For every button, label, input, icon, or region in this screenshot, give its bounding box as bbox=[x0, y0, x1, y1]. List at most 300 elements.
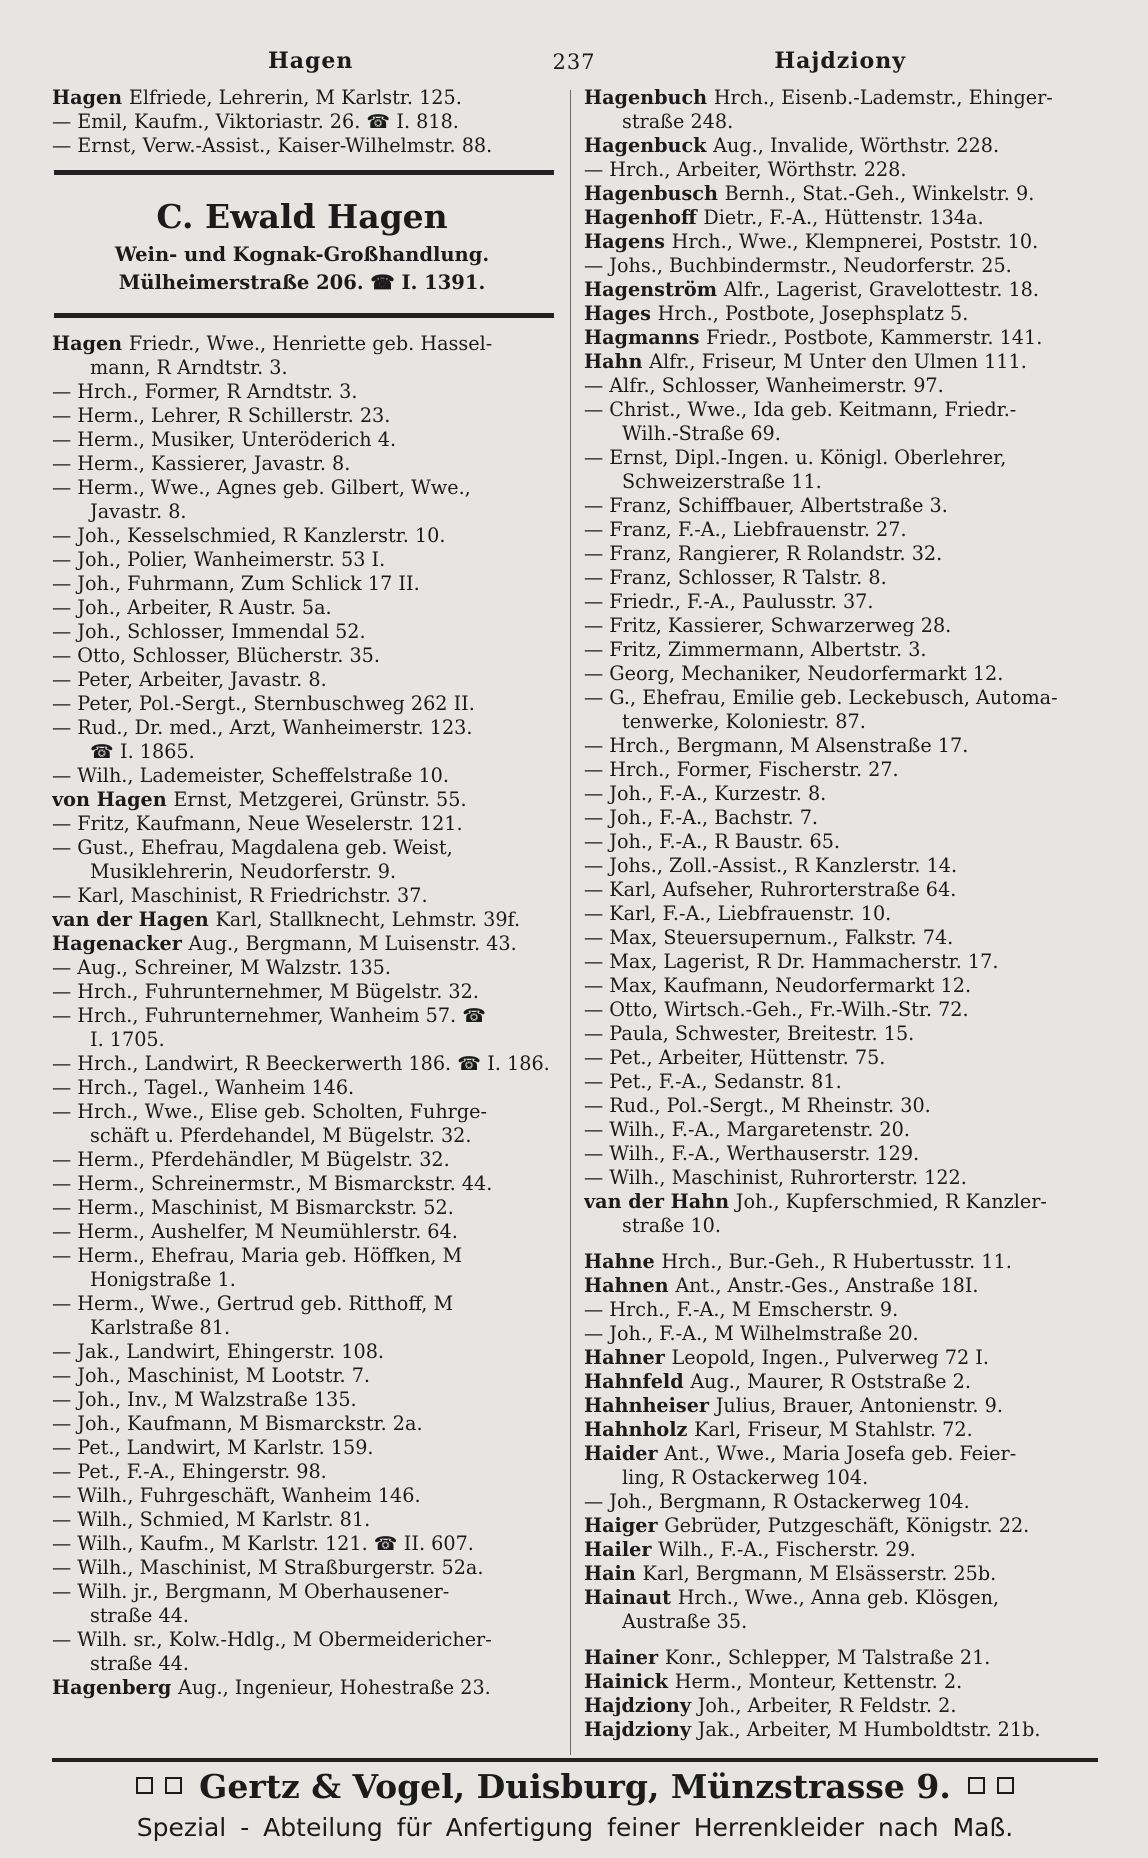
entry-text: tenwerke, Koloniestr. 87. bbox=[622, 710, 866, 733]
entry-text: Hrch., Wwe., Klempnerei, Poststr. 10. bbox=[671, 230, 1039, 253]
entry-continuation bbox=[52, 356, 552, 380]
directory-entry bbox=[584, 566, 1092, 590]
directory-entry bbox=[584, 1370, 1092, 1394]
entry-text: Aug., Maurer, R Oststraße 2. bbox=[690, 1370, 971, 1393]
entry-surname: von Hagen bbox=[52, 788, 174, 811]
directory-entry bbox=[584, 230, 1092, 254]
directory-entry bbox=[584, 806, 1092, 830]
entry-text: ling, R Ostackerweg 104. bbox=[622, 1466, 869, 1489]
directory-entry bbox=[584, 1346, 1092, 1370]
entry-text: Ant., Wwe., Maria Josefa geb. Feier- bbox=[664, 1442, 1017, 1465]
directory-entry bbox=[52, 1004, 552, 1028]
directory-entry bbox=[52, 1484, 552, 1508]
directory-entry bbox=[52, 1364, 552, 1388]
directory-entry bbox=[52, 572, 552, 596]
entry-text: Aug., Bergmann, M Luisenstr. 43. bbox=[188, 932, 517, 955]
entry-text: — Wilh., Fuhrgeschäft, Wanheim 146. bbox=[52, 1484, 421, 1507]
directory-entry bbox=[584, 1442, 1092, 1466]
directory-entry bbox=[584, 902, 1092, 926]
left-top-entries bbox=[52, 86, 552, 158]
entry-text: — Joh., F.-A., Bachstr. 7. bbox=[584, 806, 819, 829]
entry-text: — Joh., Arbeiter, R Austr. 5a. bbox=[52, 596, 332, 619]
entry-gap bbox=[584, 1238, 1092, 1250]
directory-entry bbox=[52, 1412, 552, 1436]
entry-text: — Joh., F.-A., M Wilhelmstraße 20. bbox=[584, 1322, 919, 1345]
directory-entry bbox=[52, 764, 552, 788]
ad-rule-top bbox=[54, 170, 554, 175]
directory-entry bbox=[52, 812, 552, 836]
entry-surname: Hagen bbox=[52, 332, 129, 355]
entry-surname: Hainick bbox=[584, 1670, 675, 1693]
directory-entry bbox=[584, 1490, 1092, 1514]
page-number: 237 bbox=[552, 50, 596, 74]
entry-text: Wilh.-Straße 69. bbox=[622, 422, 781, 445]
directory-entry bbox=[52, 86, 552, 110]
entry-text: — Karl, Aufseher, Ruhrorterstraße 64. bbox=[584, 878, 957, 901]
right-main-entries bbox=[584, 86, 1092, 1742]
directory-entry bbox=[52, 980, 552, 1004]
directory-entry bbox=[52, 908, 552, 932]
entry-text: straße 44. bbox=[90, 1652, 189, 1675]
directory-entry bbox=[52, 476, 552, 500]
entry-text: Gebrüder, Putzgeschäft, Königstr. 22. bbox=[664, 1514, 1030, 1537]
directory-entry bbox=[584, 542, 1092, 566]
column-divider bbox=[570, 90, 571, 1755]
directory-entry bbox=[584, 1298, 1092, 1322]
directory-entry bbox=[584, 1538, 1092, 1562]
header-left-keyword: Hagen bbox=[268, 48, 354, 74]
entry-surname: Hahner bbox=[584, 1346, 672, 1369]
entry-text: — Herm., Ehefrau, Maria geb. Höffken, M bbox=[52, 1244, 463, 1267]
entry-surname: Hagenström bbox=[584, 278, 724, 301]
directory-entry bbox=[52, 1172, 552, 1196]
entry-text: — Joh., Schlosser, Immendal 52. bbox=[52, 620, 366, 643]
directory-entry bbox=[52, 404, 552, 428]
entry-text: — Ernst, Dipl.-Ingen. u. Königl. Oberlehrer, bbox=[584, 446, 1007, 469]
entry-text: — Herm., Lehrer, R Schillerstr. 23. bbox=[52, 404, 391, 427]
entry-text: — Franz, Rangierer, R Rolandstr. 32. bbox=[584, 542, 943, 565]
entry-surname: Hahn bbox=[584, 350, 650, 373]
entry-text: — Joh., Kaufmann, M Bismarckstr. 2a. bbox=[52, 1412, 423, 1435]
directory-entry bbox=[52, 668, 552, 692]
entry-text: — Peter, Pol.-Sergt., Sternbuschweg 262 II. bbox=[52, 692, 475, 715]
directory-entry bbox=[52, 1100, 552, 1124]
directory-entry bbox=[584, 1418, 1092, 1442]
ad-line-address: Mülheimerstraße 206. ☎ I. 1391. bbox=[118, 271, 486, 294]
entry-text: Karl, Stallknecht, Lehmstr. 39f. bbox=[215, 908, 521, 931]
entry-text: — Franz, F.-A., Liebfrauenstr. 27. bbox=[584, 518, 907, 541]
square-icon bbox=[136, 1777, 153, 1794]
entry-text: Aug., Invalide, Wörthstr. 228. bbox=[713, 134, 1000, 157]
entry-text: — Pet., Arbeiter, Hüttenstr. 75. bbox=[584, 1046, 886, 1069]
directory-entry bbox=[52, 548, 552, 572]
entry-surname: Hagenbuck bbox=[584, 134, 714, 157]
entry-text: — Joh., Polier, Wanheimerstr. 53 I. bbox=[52, 548, 386, 571]
directory-entry bbox=[52, 596, 552, 620]
entry-text: — Pet., Landwirt, M Karlstr. 159. bbox=[52, 1436, 374, 1459]
directory-entry bbox=[584, 1070, 1092, 1094]
entry-text: — Herm., Musiker, Unteröderich 4. bbox=[52, 428, 397, 451]
entry-text: — Hrch., Arbeiter, Wörthstr. 228. bbox=[584, 158, 907, 181]
entry-surname: Hain bbox=[584, 1562, 643, 1585]
directory-entry bbox=[52, 1244, 552, 1268]
entry-text: Karlstraße 81. bbox=[90, 1316, 231, 1339]
entry-text: — Herm., Wwe., Agnes geb. Gilbert, Wwe., bbox=[52, 476, 471, 499]
entry-text: — Hrch., Former, Fischerstr. 27. bbox=[584, 758, 899, 781]
directory-entry bbox=[584, 758, 1092, 782]
entry-text: — Wilh., F.-A., Werthauserstr. 129. bbox=[584, 1142, 920, 1165]
directory-entry bbox=[52, 932, 552, 956]
directory-entry bbox=[584, 878, 1092, 902]
header-right-keyword: Hajdziony bbox=[774, 48, 906, 74]
entry-text: — Fritz, Zimmermann, Albertstr. 3. bbox=[584, 638, 927, 661]
directory-entry bbox=[584, 734, 1092, 758]
entry-text: — Herm., Kassierer, Javastr. 8. bbox=[52, 452, 351, 475]
entry-text: Herm., Monteur, Kettenstr. 2. bbox=[674, 1670, 963, 1693]
entry-surname: Hagenberg bbox=[52, 1676, 178, 1699]
directory-entry bbox=[584, 590, 1092, 614]
entry-text: straße 10. bbox=[622, 1214, 721, 1237]
entry-text: — G., Ehefrau, Emilie geb. Leckebusch, Automa- bbox=[584, 686, 1058, 709]
entry-text: Dietr., F.-A., Hüttenstr. 134a. bbox=[703, 206, 984, 229]
directory-entry bbox=[584, 686, 1092, 710]
entry-text: — Wilh., Schmied, M Karlstr. 81. bbox=[52, 1508, 371, 1531]
directory-entry bbox=[584, 1586, 1092, 1610]
entry-continuation bbox=[52, 500, 552, 524]
directory-entry bbox=[52, 1196, 552, 1220]
directory-entry bbox=[52, 1460, 552, 1484]
directory-entry bbox=[52, 452, 552, 476]
entry-surname: Hagenhoff bbox=[584, 206, 704, 229]
directory-entry bbox=[584, 854, 1092, 878]
directory-entry bbox=[584, 1250, 1092, 1274]
entry-text: — Franz, Schlosser, R Talstr. 8. bbox=[584, 566, 887, 589]
directory-entry bbox=[584, 302, 1092, 326]
ad-ewald-hagen bbox=[52, 189, 552, 301]
directory-entry bbox=[584, 494, 1092, 518]
footer-ad-subtitle: Spezial - Abteilung für Anfertigung feiner Herrenkleider nach Maß. bbox=[136, 1813, 1014, 1842]
entry-text: — Wilh., Maschinist, M Straßburgerstr. 52a. bbox=[52, 1556, 484, 1579]
directory-entry bbox=[584, 254, 1092, 278]
entry-text: Austraße 35. bbox=[622, 1610, 748, 1633]
directory-entry bbox=[52, 1388, 552, 1412]
directory-entry bbox=[52, 1508, 552, 1532]
entry-text: — Hrch., Wwe., Elise geb. Scholten, Fuhrge- bbox=[52, 1100, 487, 1123]
entry-continuation bbox=[584, 710, 1092, 734]
entry-text: Hrch., Bur.-Geh., R Hubertusstr. 11. bbox=[661, 1250, 1012, 1273]
right-column bbox=[584, 86, 1092, 1742]
entry-surname: Haiger bbox=[584, 1514, 665, 1537]
entry-continuation bbox=[52, 1028, 552, 1052]
left-column bbox=[52, 86, 552, 1700]
directory-entry bbox=[584, 662, 1092, 686]
entry-surname: van der Hagen bbox=[52, 908, 216, 931]
entry-continuation bbox=[584, 1610, 1092, 1634]
entry-continuation bbox=[52, 1268, 552, 1292]
entry-text: — Gust., Ehefrau, Magdalena geb. Weist, bbox=[52, 836, 453, 859]
directory-entry bbox=[584, 998, 1092, 1022]
entry-continuation bbox=[52, 740, 552, 764]
entry-text: — Max, Kaufmann, Neudorfermarkt 12. bbox=[584, 974, 972, 997]
entry-surname: Hagmanns bbox=[584, 326, 707, 349]
entry-surname: Hailer bbox=[584, 1538, 659, 1561]
square-icon bbox=[165, 1777, 182, 1794]
entry-surname: Hajdziony bbox=[584, 1718, 698, 1741]
entry-text: — Max, Steuersupernum., Falkstr. 74. bbox=[584, 926, 954, 949]
entry-continuation bbox=[52, 1652, 552, 1676]
directory-entry bbox=[584, 638, 1092, 662]
directory-entry bbox=[52, 1052, 552, 1076]
entry-text: — Franz, Schiffbauer, Albertstraße 3. bbox=[584, 494, 948, 517]
entry-text: straße 248. bbox=[622, 110, 734, 133]
entry-surname: Hahnfeld bbox=[584, 1370, 691, 1393]
directory-entry bbox=[584, 446, 1092, 470]
directory-entry bbox=[52, 1676, 552, 1700]
entry-text: — Joh., Kesselschmied, R Kanzlerstr. 10. bbox=[52, 524, 446, 547]
entry-text: — Paula, Schwester, Breitestr. 15. bbox=[584, 1022, 915, 1045]
directory-entry bbox=[584, 1670, 1092, 1694]
entry-text: — Wilh., Kaufm., M Karlstr. 121. ☎ II. 607. bbox=[52, 1532, 474, 1555]
entry-text: Hrch., Eisenb.-Lademstr., Ehinger- bbox=[713, 86, 1053, 109]
entry-text: — Joh., Bergmann, R Ostackerweg 104. bbox=[584, 1490, 970, 1513]
entry-text: — Otto, Schlosser, Blücherstr. 35. bbox=[52, 644, 380, 667]
entry-text: — Joh., F.-A., R Baustr. 65. bbox=[584, 830, 841, 853]
entry-text: — Joh., Maschinist, M Lootstr. 7. bbox=[52, 1364, 371, 1387]
directory-entry bbox=[584, 1322, 1092, 1346]
entry-text: — Hrch., Bergmann, M Alsenstraße 17. bbox=[584, 734, 969, 757]
directory-entry bbox=[52, 716, 552, 740]
entry-text: — Wilh., F.-A., Margaretenstr. 20. bbox=[584, 1118, 910, 1141]
entry-text: — Fritz, Kaufmann, Neue Weselerstr. 121. bbox=[52, 812, 463, 835]
square-icon bbox=[968, 1777, 985, 1794]
directory-entry bbox=[584, 86, 1092, 110]
entry-text: — Emil, Kaufm., Viktoriastr. 26. ☎ I. 818. bbox=[52, 110, 459, 133]
directory-entry bbox=[584, 158, 1092, 182]
entry-text: — Herm., Schreinermstr., M Bismarckstr. 44. bbox=[52, 1172, 493, 1195]
entry-text: — Aug., Schreiner, M Walzstr. 135. bbox=[52, 956, 391, 979]
directory-entry bbox=[52, 884, 552, 908]
entry-text: — Hrch., Fuhrunternehmer, M Bügelstr. 32. bbox=[52, 980, 479, 1003]
directory-entry bbox=[584, 1562, 1092, 1586]
entry-text: — Max, Lagerist, R Dr. Hammacherstr. 17. bbox=[584, 950, 999, 973]
left-main-entries bbox=[52, 332, 552, 1700]
entry-text: Friedr., Postbote, Kammerstr. 141. bbox=[706, 326, 1043, 349]
directory-entry bbox=[584, 1274, 1092, 1298]
directory-entry bbox=[584, 374, 1092, 398]
directory-entry bbox=[52, 1580, 552, 1604]
directory-entry bbox=[584, 518, 1092, 542]
entry-text: — Herm., Wwe., Gertrud geb. Ritthoff, M bbox=[52, 1292, 454, 1315]
entry-text: — Joh., F.-A., Kurzestr. 8. bbox=[584, 782, 827, 805]
directory-entry bbox=[52, 956, 552, 980]
entry-text: mann, R Arndtstr. 3. bbox=[90, 356, 288, 379]
entry-text: Joh., Kupferschmied, R Kanzler- bbox=[735, 1190, 1047, 1213]
directory-entry bbox=[584, 1118, 1092, 1142]
entry-text: — Wilh., Lademeister, Scheffelstraße 10. bbox=[52, 764, 449, 787]
directory-entry bbox=[52, 1220, 552, 1244]
entry-text: Javastr. 8. bbox=[90, 500, 187, 523]
directory-entry bbox=[584, 278, 1092, 302]
entry-text: — Pet., F.-A., Ehingerstr. 98. bbox=[52, 1460, 327, 1483]
entry-text: Alfr., Lagerist, Gravelottestr. 18. bbox=[723, 278, 1039, 301]
entry-text: Bernh., Stat.-Geh., Winkelstr. 9. bbox=[724, 182, 1035, 205]
entry-text: Ernst, Metzgerei, Grünstr. 55. bbox=[173, 788, 467, 811]
entry-text: Honigstraße 1. bbox=[90, 1268, 236, 1291]
directory-entry bbox=[52, 134, 552, 158]
directory-entry bbox=[52, 644, 552, 668]
entry-text: — Wilh. jr., Bergmann, M Oberhausener- bbox=[52, 1580, 450, 1603]
directory-entry bbox=[584, 614, 1092, 638]
entry-continuation bbox=[584, 110, 1092, 134]
ad-line-business: Wein- und Kognak-Großhandlung. bbox=[114, 243, 490, 266]
entry-surname: Haider bbox=[584, 1442, 665, 1465]
entry-surname: Hages bbox=[584, 302, 658, 325]
entry-text: — Jak., Landwirt, Ehingerstr. 108. bbox=[52, 1340, 385, 1363]
entry-surname: Hainer bbox=[584, 1646, 665, 1669]
entry-text: — Hrch., F.-A., M Emscherstr. 9. bbox=[584, 1298, 899, 1321]
directory-entry bbox=[52, 692, 552, 716]
entry-text: — Hrch., Tagel., Wanheim 146. bbox=[52, 1076, 355, 1099]
entry-surname: Hagen bbox=[52, 86, 129, 109]
entry-text: — Georg, Mechaniker, Neudorfermarkt 12. bbox=[584, 662, 1004, 685]
entry-surname: Hagenbusch bbox=[584, 182, 725, 205]
entry-text: Elfriede, Lehrerin, M Karlstr. 125. bbox=[128, 86, 462, 109]
entry-text: Schweizerstraße 11. bbox=[622, 470, 822, 493]
directory-entry bbox=[584, 782, 1092, 806]
entry-text: Hrch., Wwe., Anna geb. Klösgen, bbox=[677, 1586, 1000, 1609]
entry-text: schäft u. Pferdehandel, M Bügelstr. 32. bbox=[90, 1124, 472, 1147]
footer-ad bbox=[52, 1764, 1098, 1846]
directory-entry bbox=[584, 1094, 1092, 1118]
entry-text: — Fritz, Kassierer, Schwarzerweg 28. bbox=[584, 614, 952, 637]
entry-text: — Hrch., Former, R Arndtstr. 3. bbox=[52, 380, 358, 403]
directory-entry bbox=[584, 1394, 1092, 1418]
entry-surname: Hagenacker bbox=[52, 932, 189, 955]
footer-rule bbox=[52, 1758, 1098, 1762]
footer-ad-title bbox=[52, 1764, 1098, 1810]
directory-entry bbox=[584, 926, 1092, 950]
directory-entry bbox=[584, 974, 1092, 998]
entry-text: — Rud., Pol.-Sergt., M Rheinstr. 30. bbox=[584, 1094, 931, 1117]
entry-text: — Christ., Wwe., Ida geb. Keitmann, Friedr.- bbox=[584, 398, 1017, 421]
directory-entry bbox=[52, 380, 552, 404]
entry-surname: Hahnen bbox=[584, 1274, 676, 1297]
entry-text: — Pet., F.-A., Sedanstr. 81. bbox=[584, 1070, 842, 1093]
entry-text: Wilh., F.-A., Fischerstr. 29. bbox=[658, 1538, 916, 1561]
directory-entry bbox=[52, 1148, 552, 1172]
entry-surname: Hahnheiser bbox=[584, 1394, 716, 1417]
entry-text: — Wilh., Maschinist, Ruhrorterstr. 122. bbox=[584, 1166, 967, 1189]
entry-text: Joh., Arbeiter, R Feldstr. 2. bbox=[697, 1694, 957, 1717]
square-icon bbox=[997, 1777, 1014, 1794]
directory-entry bbox=[52, 1532, 552, 1556]
entry-text: — Joh., Inv., M Walzstraße 135. bbox=[52, 1388, 357, 1411]
directory-entry bbox=[584, 206, 1092, 230]
directory-entry bbox=[52, 428, 552, 452]
entry-text: — Herm., Pferdehändler, M Bügelstr. 32. bbox=[52, 1148, 450, 1171]
entry-text: — Johs., Zoll.-Assist., R Kanzlerstr. 14. bbox=[584, 854, 958, 877]
directory-entry bbox=[52, 836, 552, 860]
directory-entry bbox=[52, 1628, 552, 1652]
directory-entry bbox=[584, 1514, 1092, 1538]
entry-text: — Alfr., Schlosser, Wanheimerstr. 97. bbox=[584, 374, 944, 397]
directory-entry bbox=[584, 350, 1092, 374]
directory-entry bbox=[584, 326, 1092, 350]
entry-text: Karl, Bergmann, M Elsässerstr. 25b. bbox=[642, 1562, 997, 1585]
entry-text: Ant., Anstr.-Ges., Anstraße 18I. bbox=[675, 1274, 979, 1297]
entry-text: Alfr., Friseur, M Unter den Ulmen 111. bbox=[649, 350, 1027, 373]
footer-company: Gertz & Vogel, Duisburg, Münzstrasse 9. bbox=[199, 1767, 951, 1806]
entry-surname: Hagenbuch bbox=[584, 86, 714, 109]
directory-entry bbox=[584, 134, 1092, 158]
entry-text: — Otto, Wirtsch.-Geh., Fr.-Wilh.-Str. 72. bbox=[584, 998, 969, 1021]
directory-entry bbox=[584, 1646, 1092, 1670]
entry-text: Friedr., Wwe., Henriette geb. Hassel- bbox=[128, 332, 493, 355]
directory-entry bbox=[52, 110, 552, 134]
entry-text: Musiklehrerin, Neudorferstr. 9. bbox=[90, 860, 397, 883]
entry-surname: Hainaut bbox=[584, 1586, 678, 1609]
entry-continuation bbox=[52, 1124, 552, 1148]
directory-entry bbox=[52, 620, 552, 644]
entry-text: Jak., Arbeiter, M Humboldtstr. 21b. bbox=[697, 1718, 1041, 1741]
entry-text: straße 44. bbox=[90, 1604, 189, 1627]
entry-text: I. 1705. bbox=[90, 1028, 165, 1051]
directory-entry bbox=[584, 1190, 1092, 1214]
directory-entry bbox=[52, 1436, 552, 1460]
entry-text: — Herm., Aushelfer, M Neumühlerstr. 64. bbox=[52, 1220, 458, 1243]
directory-entry bbox=[584, 1046, 1092, 1070]
entry-text: — Ernst, Verw.-Assist., Kaiser-Wilhelmstr. 88. bbox=[52, 134, 493, 157]
ad-rule-bottom bbox=[54, 313, 554, 318]
directory-entry bbox=[584, 1142, 1092, 1166]
entry-surname: Hagens bbox=[584, 230, 672, 253]
entry-text: — Karl, Maschinist, R Friedrichstr. 37. bbox=[52, 884, 428, 907]
entry-text: — Rud., Dr. med., Arzt, Wanheimerstr. 123. bbox=[52, 716, 473, 739]
entry-continuation bbox=[52, 1604, 552, 1628]
directory-entry bbox=[584, 1022, 1092, 1046]
directory-entry bbox=[584, 398, 1092, 422]
entry-surname: van der Hahn bbox=[584, 1190, 736, 1213]
entry-text: Leopold, Ingen., Pulverweg 72 I. bbox=[671, 1346, 989, 1369]
entry-text: Karl, Friseur, M Stahlstr. 72. bbox=[694, 1418, 973, 1441]
entry-surname: Hajdziony bbox=[584, 1694, 698, 1717]
entry-text: — Friedr., F.-A., Paulusstr. 37. bbox=[584, 590, 874, 613]
entry-continuation bbox=[584, 422, 1092, 446]
entry-text: — Herm., Maschinist, M Bismarckstr. 52. bbox=[52, 1196, 454, 1219]
entry-text: Hrch., Postbote, Josephsplatz 5. bbox=[657, 302, 969, 325]
entry-continuation bbox=[52, 860, 552, 884]
directory-entry bbox=[52, 1292, 552, 1316]
entry-text: — Johs., Buchbindermstr., Neudorferstr. 25. bbox=[584, 254, 1012, 277]
directory-entry bbox=[52, 788, 552, 812]
entry-text: — Hrch., Fuhrunternehmer, Wanheim 57. ☎ bbox=[52, 1004, 487, 1027]
directory-entry bbox=[584, 1718, 1092, 1742]
entry-text: — Joh., Fuhrmann, Zum Schlick 17 II. bbox=[52, 572, 420, 595]
entry-surname: Hahnholz bbox=[584, 1418, 695, 1441]
entry-continuation bbox=[52, 1316, 552, 1340]
entry-continuation bbox=[584, 1214, 1092, 1238]
directory-entry bbox=[52, 1076, 552, 1100]
directory-entry bbox=[584, 950, 1092, 974]
directory-entry bbox=[52, 332, 552, 356]
directory-entry bbox=[52, 524, 552, 548]
entry-text: — Wilh. sr., Kolw.-Hdlg., M Obermeidericher- bbox=[52, 1628, 492, 1651]
entry-text: ☎ I. 1865. bbox=[90, 740, 195, 763]
directory-entry bbox=[584, 830, 1092, 854]
entry-text: Julius, Brauer, Antonienstr. 9. bbox=[715, 1394, 1003, 1417]
directory-entry bbox=[584, 1694, 1092, 1718]
entry-text: — Peter, Arbeiter, Javastr. 8. bbox=[52, 668, 327, 691]
